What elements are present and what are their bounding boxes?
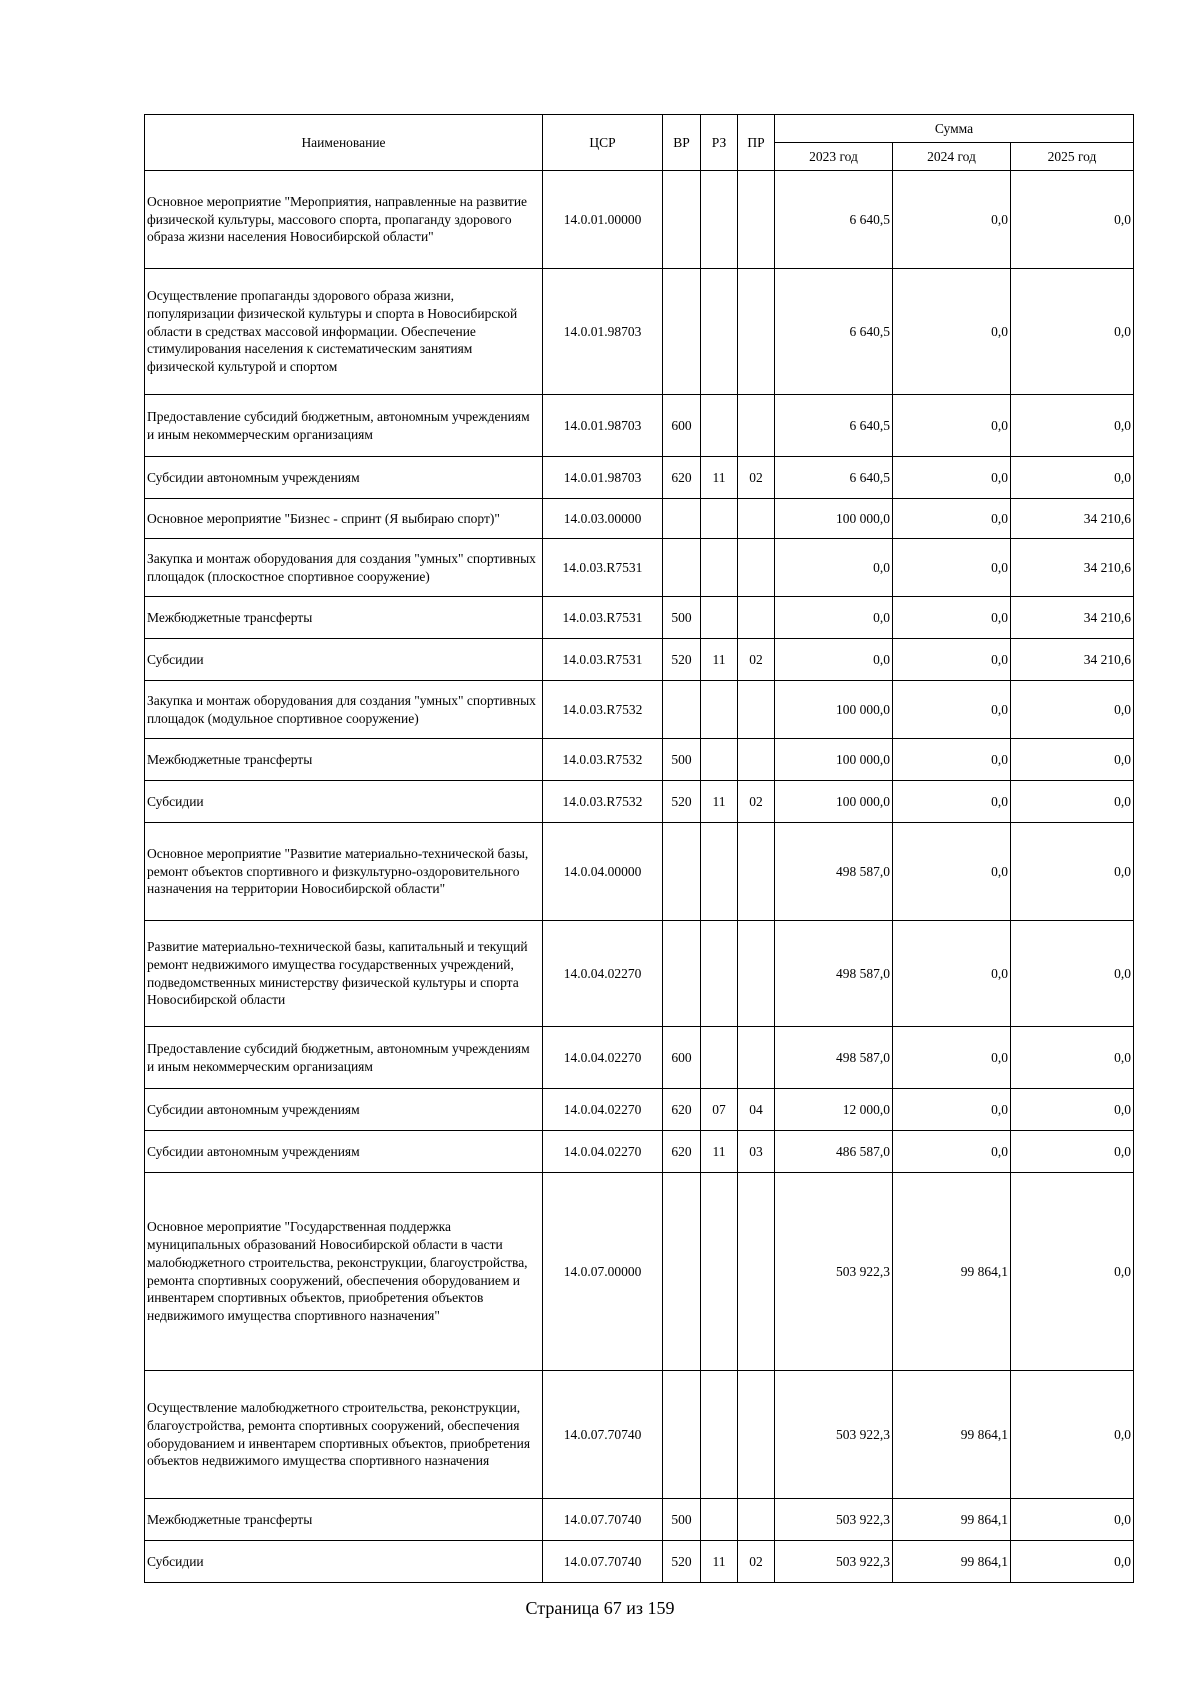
table-row <box>145 269 1134 395</box>
cell-2023: 6 640,5 <box>775 171 893 269</box>
cell-rz <box>701 681 738 739</box>
cell-2025: 0,0 <box>1011 171 1134 269</box>
cell-2025: 0,0 <box>1011 1541 1134 1583</box>
cell-2023: 503 922,3 <box>775 1371 893 1499</box>
cell-rz: 11 <box>701 1541 738 1583</box>
cell-pr: 02 <box>738 457 775 499</box>
cell-pr <box>738 269 775 395</box>
cell-2025: 0,0 <box>1011 1027 1134 1089</box>
table-row <box>145 739 1134 781</box>
cell-name: Закупка и монтаж оборудования для создания "умных" спортивных площадок (модульное спортивное сооружение) <box>145 681 543 739</box>
cell-pr <box>738 1027 775 1089</box>
cell-csr: 14.0.01.98703 <box>543 395 663 457</box>
cell-2025: 0,0 <box>1011 1131 1134 1173</box>
cell-2025: 0,0 <box>1011 1499 1134 1541</box>
cell-name: Осуществление пропаганды здорового образа жизни, популяризации физической культуры и спорта в Новосибирской области в средствах массовой информации. Обеспечение стимулирования населения к систематическим занятиям физической культурой и спортом <box>145 269 543 395</box>
cell-pr <box>738 823 775 921</box>
cell-pr <box>738 597 775 639</box>
cell-vr: 520 <box>663 639 701 681</box>
cell-csr: 14.0.01.98703 <box>543 457 663 499</box>
cell-name: Основное мероприятие "Бизнес - спринт (Я выбираю спорт)" <box>145 499 543 539</box>
cell-2023: 498 587,0 <box>775 1027 893 1089</box>
cell-vr: 500 <box>663 739 701 781</box>
cell-csr: 14.0.01.00000 <box>543 171 663 269</box>
cell-rz <box>701 597 738 639</box>
cell-name: Межбюджетные трансферты <box>145 597 543 639</box>
cell-rz <box>701 499 738 539</box>
cell-name: Субсидии автономным учреждениям <box>145 1089 543 1131</box>
cell-pr <box>738 539 775 597</box>
cell-2024: 0,0 <box>893 921 1011 1027</box>
table-row <box>145 539 1134 597</box>
cell-2025: 0,0 <box>1011 457 1134 499</box>
cell-name: Субсидии автономным учреждениям <box>145 1131 543 1173</box>
cell-name: Основное мероприятие "Мероприятия, направленные на развитие физической культуры, массового спорта, пропаганду здорового образа жизни населения Новосибирской области" <box>145 171 543 269</box>
header-year-2025: 2025 год <box>1011 143 1134 171</box>
table-row <box>145 781 1134 823</box>
cell-pr <box>738 1371 775 1499</box>
cell-name: Предоставление субсидий бюджетным, автономным учреждениям и иным некоммерческим организациям <box>145 1027 543 1089</box>
cell-rz <box>701 1173 738 1371</box>
cell-vr <box>663 171 701 269</box>
header-csr: ЦСР <box>543 115 663 171</box>
table-row <box>145 1371 1134 1499</box>
cell-name: Субсидии <box>145 781 543 823</box>
cell-2024: 0,0 <box>893 1027 1011 1089</box>
cell-name: Развитие материально-технической базы, капитальный и текущий ремонт недвижимого имущества государственных учреждений, подведомственных министерству физической культуры и спорта Новосибирской области <box>145 921 543 1027</box>
cell-vr <box>663 269 701 395</box>
cell-2025: 0,0 <box>1011 921 1134 1027</box>
cell-csr: 14.0.03.R7532 <box>543 739 663 781</box>
cell-2024: 0,0 <box>893 457 1011 499</box>
cell-pr <box>738 921 775 1027</box>
header-vr: ВР <box>663 115 701 171</box>
table-header <box>145 115 1134 171</box>
cell-2023: 100 000,0 <box>775 499 893 539</box>
cell-2025: 34 210,6 <box>1011 499 1134 539</box>
cell-pr: 02 <box>738 639 775 681</box>
cell-2024: 0,0 <box>893 739 1011 781</box>
cell-2024: 99 864,1 <box>893 1541 1011 1583</box>
cell-pr: 03 <box>738 1131 775 1173</box>
cell-csr: 14.0.04.02270 <box>543 1089 663 1131</box>
cell-rz: 07 <box>701 1089 738 1131</box>
cell-2023: 12 000,0 <box>775 1089 893 1131</box>
cell-rz: 11 <box>701 1131 738 1173</box>
cell-2023: 6 640,5 <box>775 269 893 395</box>
cell-rz: 11 <box>701 781 738 823</box>
page-number: Страница 67 из 159 <box>525 1598 675 1618</box>
header-rz: РЗ <box>701 115 738 171</box>
cell-rz <box>701 171 738 269</box>
cell-name: Основное мероприятие "Развитие материально-технической базы, ремонт объектов спортивного и физкультурно-оздоровительного назначения на территории Новосибирской области" <box>145 823 543 921</box>
cell-2024: 0,0 <box>893 395 1011 457</box>
cell-2024: 99 864,1 <box>893 1173 1011 1371</box>
cell-2024: 0,0 <box>893 539 1011 597</box>
header-year-2023: 2023 год <box>775 143 893 171</box>
table-row <box>145 823 1134 921</box>
cell-name: Межбюджетные трансферты <box>145 739 543 781</box>
table-body <box>145 171 1134 1583</box>
cell-csr: 14.0.03.R7531 <box>543 539 663 597</box>
table-row <box>145 395 1134 457</box>
cell-name: Предоставление субсидий бюджетным, автономным учреждениям и иным некоммерческим организациям <box>145 395 543 457</box>
cell-2025: 34 210,6 <box>1011 597 1134 639</box>
cell-name: Субсидии автономным учреждениям <box>145 457 543 499</box>
cell-2023: 0,0 <box>775 597 893 639</box>
cell-name: Субсидии <box>145 639 543 681</box>
cell-csr: 14.0.04.02270 <box>543 1027 663 1089</box>
cell-pr <box>738 171 775 269</box>
cell-name: Субсидии <box>145 1541 543 1583</box>
cell-2024: 99 864,1 <box>893 1499 1011 1541</box>
table-row <box>145 1541 1134 1583</box>
header-sum: Сумма <box>775 115 1134 143</box>
cell-rz <box>701 1499 738 1541</box>
cell-vr <box>663 921 701 1027</box>
cell-2024: 0,0 <box>893 1131 1011 1173</box>
cell-2025: 0,0 <box>1011 269 1134 395</box>
header-pr: ПР <box>738 115 775 171</box>
cell-pr <box>738 1173 775 1371</box>
budget-table <box>144 114 1134 1583</box>
cell-vr <box>663 499 701 539</box>
cell-2024: 0,0 <box>893 597 1011 639</box>
cell-2025: 0,0 <box>1011 739 1134 781</box>
cell-vr: 500 <box>663 597 701 639</box>
table-row <box>145 1173 1134 1371</box>
cell-2023: 498 587,0 <box>775 823 893 921</box>
cell-csr: 14.0.04.02270 <box>543 921 663 1027</box>
cell-2025: 0,0 <box>1011 681 1134 739</box>
cell-2025: 0,0 <box>1011 1089 1134 1131</box>
cell-2025: 0,0 <box>1011 1371 1134 1499</box>
cell-2023: 6 640,5 <box>775 457 893 499</box>
table-row <box>145 1027 1134 1089</box>
cell-csr: 14.0.01.98703 <box>543 269 663 395</box>
cell-2024: 99 864,1 <box>893 1371 1011 1499</box>
cell-csr: 14.0.07.70740 <box>543 1499 663 1541</box>
header-year-2024: 2024 год <box>893 143 1011 171</box>
cell-pr: 04 <box>738 1089 775 1131</box>
table-row <box>145 499 1134 539</box>
cell-rz <box>701 739 738 781</box>
cell-vr <box>663 1173 701 1371</box>
cell-rz <box>701 823 738 921</box>
table-row <box>145 1089 1134 1131</box>
cell-2024: 0,0 <box>893 1089 1011 1131</box>
cell-2023: 100 000,0 <box>775 739 893 781</box>
cell-vr <box>663 681 701 739</box>
cell-rz <box>701 269 738 395</box>
cell-2023: 0,0 <box>775 539 893 597</box>
cell-csr: 14.0.03.00000 <box>543 499 663 539</box>
cell-rz: 11 <box>701 457 738 499</box>
cell-2024: 0,0 <box>893 269 1011 395</box>
cell-rz: 11 <box>701 639 738 681</box>
table-row <box>145 681 1134 739</box>
cell-vr: 600 <box>663 395 701 457</box>
cell-vr: 620 <box>663 457 701 499</box>
cell-name: Основное мероприятие "Государственная поддержка муниципальных образований Новосибирской области в части малобюджетного строительства, реконструкции, благоустройства, ремонта спортивных сооружений, обеспечения оборудованием и инвентарем спортивных объектов, приобретения объектов недвижимого имущества спортивного назначения" <box>145 1173 543 1371</box>
cell-pr <box>738 1499 775 1541</box>
cell-vr: 520 <box>663 1541 701 1583</box>
cell-2024: 0,0 <box>893 681 1011 739</box>
cell-csr: 14.0.03.R7532 <box>543 681 663 739</box>
cell-vr <box>663 539 701 597</box>
cell-2025: 0,0 <box>1011 781 1134 823</box>
cell-2025: 0,0 <box>1011 823 1134 921</box>
cell-rz <box>701 539 738 597</box>
table-row <box>145 1131 1134 1173</box>
cell-csr: 14.0.03.R7531 <box>543 639 663 681</box>
cell-csr: 14.0.07.00000 <box>543 1173 663 1371</box>
cell-2025: 0,0 <box>1011 1173 1134 1371</box>
cell-2023: 498 587,0 <box>775 921 893 1027</box>
table-row <box>145 171 1134 269</box>
cell-2024: 0,0 <box>893 781 1011 823</box>
cell-vr: 620 <box>663 1131 701 1173</box>
cell-rz <box>701 395 738 457</box>
table-row <box>145 921 1134 1027</box>
cell-rz <box>701 921 738 1027</box>
cell-vr: 620 <box>663 1089 701 1131</box>
cell-name: Закупка и монтаж оборудования для создания "умных" спортивных площадок (плоскостное спортивное сооружение) <box>145 539 543 597</box>
table-row <box>145 639 1134 681</box>
cell-csr: 14.0.03.R7531 <box>543 597 663 639</box>
cell-2023: 486 587,0 <box>775 1131 893 1173</box>
cell-pr <box>738 681 775 739</box>
cell-vr <box>663 823 701 921</box>
cell-2023: 100 000,0 <box>775 681 893 739</box>
cell-2024: 0,0 <box>893 639 1011 681</box>
cell-vr: 500 <box>663 1499 701 1541</box>
table-row <box>145 457 1134 499</box>
table-row <box>145 1499 1134 1541</box>
cell-name: Осуществление малобюджетного строительства, реконструкции, благоустройства, ремонта спортивных сооружений, обеспечения оборудованием и инвентарем спортивных объектов, приобретения объектов недвижимого имущества спортивного назначения <box>145 1371 543 1499</box>
cell-vr: 600 <box>663 1027 701 1089</box>
cell-csr: 14.0.07.70740 <box>543 1541 663 1583</box>
cell-2025: 0,0 <box>1011 395 1134 457</box>
cell-vr <box>663 1371 701 1499</box>
cell-2023: 503 922,3 <box>775 1541 893 1583</box>
table-row <box>145 597 1134 639</box>
cell-2023: 100 000,0 <box>775 781 893 823</box>
cell-2024: 0,0 <box>893 171 1011 269</box>
cell-csr: 14.0.04.00000 <box>543 823 663 921</box>
cell-rz <box>701 1371 738 1499</box>
cell-pr <box>738 739 775 781</box>
cell-vr: 520 <box>663 781 701 823</box>
cell-pr: 02 <box>738 1541 775 1583</box>
cell-2025: 34 210,6 <box>1011 539 1134 597</box>
cell-pr <box>738 499 775 539</box>
cell-csr: 14.0.03.R7532 <box>543 781 663 823</box>
cell-2025: 34 210,6 <box>1011 639 1134 681</box>
cell-name: Межбюджетные трансферты <box>145 1499 543 1541</box>
header-name: Наименование <box>145 115 543 171</box>
cell-2023: 6 640,5 <box>775 395 893 457</box>
cell-csr: 14.0.07.70740 <box>543 1371 663 1499</box>
cell-2024: 0,0 <box>893 823 1011 921</box>
cell-2023: 0,0 <box>775 639 893 681</box>
cell-pr <box>738 395 775 457</box>
cell-2023: 503 922,3 <box>775 1499 893 1541</box>
cell-rz <box>701 1027 738 1089</box>
cell-pr: 02 <box>738 781 775 823</box>
cell-2024: 0,0 <box>893 499 1011 539</box>
cell-csr: 14.0.04.02270 <box>543 1131 663 1173</box>
cell-2023: 503 922,3 <box>775 1173 893 1371</box>
